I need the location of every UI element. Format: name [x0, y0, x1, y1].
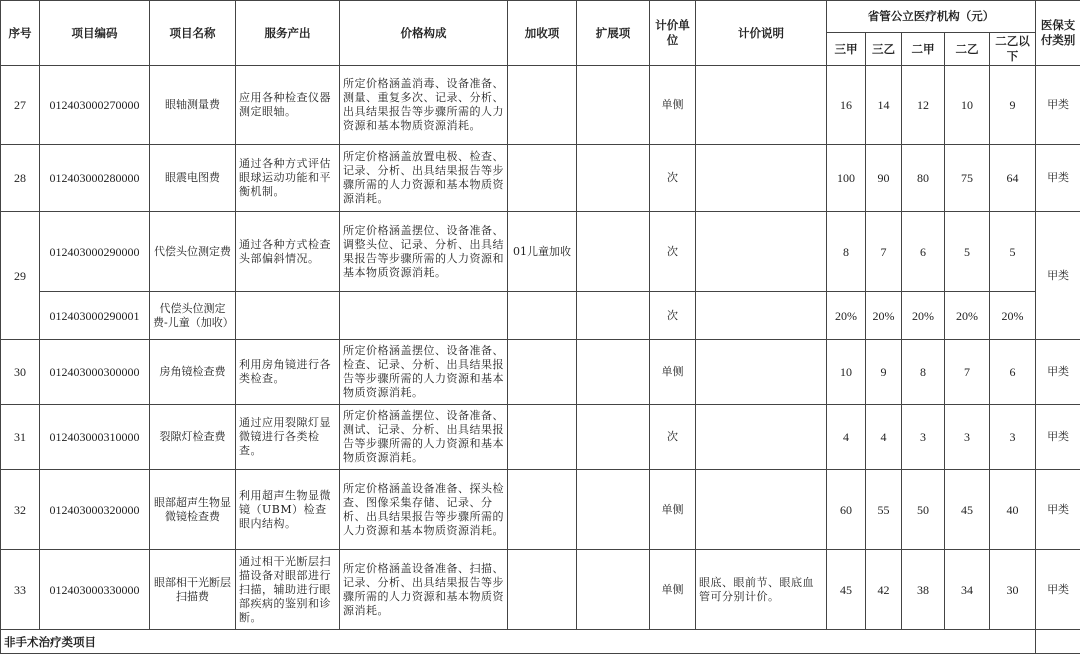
header-seq: 序号 [1, 1, 40, 66]
cell-price-level-3: 6 [902, 212, 945, 292]
cell-surcharge [508, 340, 577, 405]
cell-note [696, 145, 827, 212]
cell-seq: 32 [1, 470, 40, 550]
cell-surcharge [508, 66, 577, 145]
table-row [1, 405, 1080, 470]
cell-price-level-2: 7 [866, 212, 902, 292]
table-row [1, 66, 1080, 145]
cell-seq: 28 [1, 145, 40, 212]
cell-price-level-4: 20% [945, 292, 990, 340]
header-level-4: 二乙 [945, 33, 990, 66]
cell-code: 012403000320000 [40, 470, 150, 550]
section-row [1, 630, 1080, 654]
cell-price-level-2: 9 [866, 340, 902, 405]
cell-note [696, 66, 827, 145]
cell-insurance: 甲类 [1036, 212, 1080, 340]
header-price: 价格构成 [340, 1, 508, 66]
cell-price-level-2: 42 [866, 550, 902, 630]
cell-unit: 单侧 [650, 550, 696, 630]
cell-extension [577, 405, 650, 470]
cell-price-level-5: 30 [990, 550, 1036, 630]
cell-price-level-2: 4 [866, 405, 902, 470]
cell-price-level-5: 40 [990, 470, 1036, 550]
cell-price-level-2: 14 [866, 66, 902, 145]
header-level-2: 三乙 [866, 33, 902, 66]
cell-extension [577, 340, 650, 405]
cell-price-level-1: 20% [827, 292, 866, 340]
header-level-5: 二乙以下 [990, 33, 1036, 66]
cell-unit: 次 [650, 292, 696, 340]
table-row [1, 550, 1080, 630]
cell-price-level-4: 34 [945, 550, 990, 630]
cell-service: 通过应用裂隙灯显微镜进行各类检查。 [236, 405, 340, 470]
cell-code: 012403000330000 [40, 550, 150, 630]
cell-price-level-3: 20% [902, 292, 945, 340]
cell-name: 眼部相干光断层扫描费 [150, 550, 236, 630]
cell-price: 所定价格涵盖消毒、设备准备、测量、重复多次、记录、分析、出具结果报告等步骤所需的人力资源和基本物质资源消耗。 [340, 66, 508, 145]
cell-insurance: 甲类 [1036, 66, 1080, 145]
cell-insurance: 甲类 [1036, 340, 1080, 405]
cell-price-level-5: 3 [990, 405, 1036, 470]
cell-service: 利用超声生物显微镜（UBM）检查眼内结构。 [236, 470, 340, 550]
cell-price: 所定价格涵盖设备准备、探头检查、图像采集存储、记录、分析、出具结果报告等步骤所需的人力资源和基本物质资源消耗。 [340, 470, 508, 550]
cell-name: 代偿头位测定费-儿童（加收） [150, 292, 236, 340]
cell-unit: 次 [650, 145, 696, 212]
cell-seq: 30 [1, 340, 40, 405]
cell-name: 裂隙灯检查费 [150, 405, 236, 470]
cell-insurance: 甲类 [1036, 145, 1080, 212]
cell-name: 代偿头位测定费 [150, 212, 236, 292]
cell-price-level-1: 45 [827, 550, 866, 630]
cell-code: 012403000270000 [40, 66, 150, 145]
cell-code: 012403000290001 [40, 292, 150, 340]
cell-note [696, 470, 827, 550]
cell-note [696, 405, 827, 470]
cell-note [696, 340, 827, 405]
header-surcharge: 加收项 [508, 1, 577, 66]
table-row [1, 145, 1080, 212]
cell-price-level-5: 64 [990, 145, 1036, 212]
cell-name: 眼震电图费 [150, 145, 236, 212]
cell-price: 所定价格涵盖摆位、设备准备、检查、记录、分析、出具结果报告等步骤所需的人力资源和基本物质资源消耗。 [340, 340, 508, 405]
cell-code: 012403000300000 [40, 340, 150, 405]
cell-unit: 单侧 [650, 66, 696, 145]
cell-price-level-4: 10 [945, 66, 990, 145]
cell-insurance: 甲类 [1036, 470, 1080, 550]
table-row [1, 292, 1080, 340]
cell-price-level-4: 7 [945, 340, 990, 405]
header-unit: 计价单位 [650, 1, 696, 66]
header-level-3: 二甲 [902, 33, 945, 66]
cell-price-level-5: 20% [990, 292, 1036, 340]
cell-note: 眼底、眼前节、眼底血管可分别计价。 [696, 550, 827, 630]
header-code: 项目编码 [40, 1, 150, 66]
cell-insurance [1036, 630, 1080, 654]
table-row [1, 340, 1080, 405]
cell-price-level-3: 3 [902, 405, 945, 470]
cell-insurance: 甲类 [1036, 550, 1080, 630]
cell-price-level-2: 55 [866, 470, 902, 550]
cell-price-level-5: 6 [990, 340, 1036, 405]
cell-note [696, 292, 827, 340]
cell-service: 通过各种方式评估眼球运动功能和平衡机制。 [236, 145, 340, 212]
cell-surcharge [508, 550, 577, 630]
cell-price-level-3: 80 [902, 145, 945, 212]
cell-price: 所定价格涵盖摆位、设备准备、测试、记录、分析、出具结果报告等步骤所需的人力资源和基本物质资源消耗。 [340, 405, 508, 470]
header-extension: 扩展项 [577, 1, 650, 66]
cell-service: 通过相干光断层扫描设备对眼部进行扫描，辅助进行眼部疾病的鉴别和诊断。 [236, 550, 340, 630]
header-level-1: 三甲 [827, 33, 866, 66]
cell-service [236, 292, 340, 340]
cell-unit: 次 [650, 405, 696, 470]
cell-code: 012403000290000 [40, 212, 150, 292]
cell-price-level-4: 3 [945, 405, 990, 470]
cell-name: 眼轴测量费 [150, 66, 236, 145]
cell-price-level-5: 5 [990, 212, 1036, 292]
cell-extension [577, 470, 650, 550]
cell-price-level-1: 4 [827, 405, 866, 470]
cell-seq: 31 [1, 405, 40, 470]
cell-seq: 27 [1, 66, 40, 145]
cell-name: 房角镜检查费 [150, 340, 236, 405]
cell-extension [577, 66, 650, 145]
header-note: 计价说明 [696, 1, 827, 66]
cell-unit: 单侧 [650, 340, 696, 405]
cell-price [340, 292, 508, 340]
cell-surcharge [508, 470, 577, 550]
section-heading: 非手术治疗类项目 [1, 630, 1036, 654]
cell-surcharge [508, 145, 577, 212]
cell-price-level-2: 90 [866, 145, 902, 212]
cell-price: 所定价格涵盖放置电极、检查、记录、分析、出具结果报告等步骤所需的人力资源和基本物质资源消耗。 [340, 145, 508, 212]
cell-service: 利用房角镜进行各类检查。 [236, 340, 340, 405]
header-service: 服务产出 [236, 1, 340, 66]
cell-unit: 单侧 [650, 470, 696, 550]
cell-service: 通过各种方式检查头部偏斜情况。 [236, 212, 340, 292]
table-row [1, 470, 1080, 550]
cell-price-level-1: 16 [827, 66, 866, 145]
cell-price-level-1: 60 [827, 470, 866, 550]
cell-surcharge [508, 292, 577, 340]
cell-price-level-3: 8 [902, 340, 945, 405]
cell-price-level-5: 9 [990, 66, 1036, 145]
cell-price-level-3: 12 [902, 66, 945, 145]
cell-surcharge: 01儿童加收 [508, 212, 577, 292]
cell-price-level-1: 10 [827, 340, 866, 405]
cell-price-level-2: 20% [866, 292, 902, 340]
cell-code: 012403000310000 [40, 405, 150, 470]
cell-unit: 次 [650, 212, 696, 292]
cell-extension [577, 212, 650, 292]
cell-extension [577, 145, 650, 212]
cell-surcharge [508, 405, 577, 470]
cell-price: 所定价格涵盖摆位、设备准备、调整头位、记录、分析、出具结果报告等步骤所需的人力资源和基本物质资源消耗。 [340, 212, 508, 292]
cell-price-level-4: 45 [945, 470, 990, 550]
cell-extension [577, 550, 650, 630]
cell-price-level-3: 50 [902, 470, 945, 550]
header-name: 项目名称 [150, 1, 236, 66]
cell-price-level-4: 75 [945, 145, 990, 212]
cell-extension [577, 292, 650, 340]
cell-seq: 29 [1, 212, 40, 340]
table-row [1, 212, 1080, 292]
cell-seq: 33 [1, 550, 40, 630]
cell-name: 眼部超声生物显微镜检查费 [150, 470, 236, 550]
cell-insurance: 甲类 [1036, 405, 1080, 470]
header-institution: 省管公立医疗机构（元） [827, 1, 1036, 33]
cell-price-level-1: 100 [827, 145, 866, 212]
header-insurance: 医保支付类别 [1036, 1, 1080, 66]
cell-price: 所定价格涵盖设备准备、扫描、记录、分析、出具结果报告等步骤所需的人力资源和基本物质资源消耗。 [340, 550, 508, 630]
cell-price-level-4: 5 [945, 212, 990, 292]
cell-code: 012403000280000 [40, 145, 150, 212]
cell-service: 应用各种检查仪器测定眼轴。 [236, 66, 340, 145]
cell-note [696, 212, 827, 292]
cell-price-level-3: 38 [902, 550, 945, 630]
cell-price-level-1: 8 [827, 212, 866, 292]
